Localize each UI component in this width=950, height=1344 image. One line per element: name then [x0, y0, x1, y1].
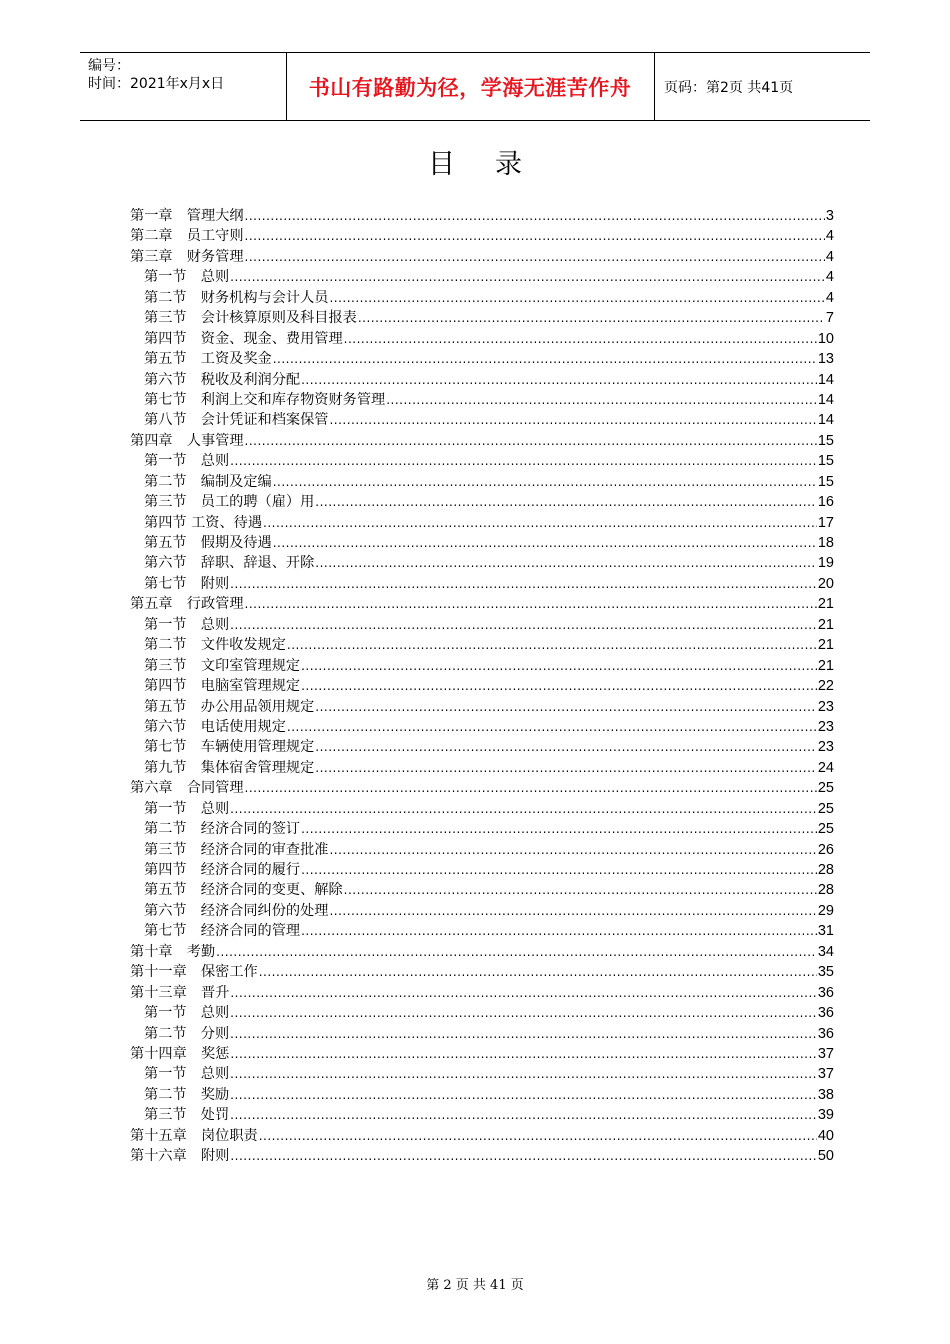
- toc-section-entry[interactable]: [130, 369, 834, 389]
- toc-leader-dots: [301, 373, 817, 387]
- toc-entry-page: 4: [825, 248, 834, 265]
- toc-leader-dots: [301, 679, 817, 693]
- toc-entry-label: 第六节 辞职、辞退、开除: [144, 555, 315, 572]
- toc-leader-dots: [230, 1027, 817, 1041]
- toc-entry-label: 第一节 总则: [144, 1066, 230, 1083]
- toc-entry-label: 第五节 工资及奖金: [144, 351, 272, 368]
- toc-entry-label: 第五节 经济合同的变更、解除: [144, 882, 343, 899]
- toc-entry-label: 第四节 工资、待遇: [144, 514, 263, 531]
- toc-chapter-entry[interactable]: [130, 1145, 834, 1165]
- toc-section-entry[interactable]: [130, 920, 834, 940]
- toc-entry-page: 15: [817, 432, 834, 449]
- toc-entry-page: 7: [825, 310, 834, 327]
- toc-entry-label: 第三章 财务管理: [130, 248, 244, 265]
- toc-entry-label: 第六章 合同管理: [130, 780, 244, 797]
- toc-entry-page: 23: [817, 698, 834, 715]
- toc-entry-page: 10: [817, 330, 834, 347]
- toc-entry-label: 第一节 总则: [144, 1005, 230, 1022]
- toc-entry-page: 25: [817, 821, 834, 838]
- toc-leader-dots: [273, 475, 817, 489]
- toc-leader-dots: [344, 332, 817, 346]
- toc-chapter-entry[interactable]: [130, 225, 834, 245]
- toc-entry-label: 第五章 行政管理: [130, 596, 244, 613]
- toc-entry-label: 第六节 经济合同纠份的处理: [144, 902, 329, 919]
- header-meta: [88, 57, 224, 93]
- toc-entry-label: 第七节 利润上交和库存物资财务管理: [144, 391, 386, 408]
- page-title: 目录: [428, 149, 562, 180]
- toc-entry-label: 第一节 总则: [144, 800, 230, 817]
- toc-entry-page: 37: [817, 1045, 834, 1062]
- toc-leader-dots: [245, 597, 817, 611]
- toc-leader-dots: [245, 250, 825, 264]
- toc-leader-dots: [230, 1067, 817, 1081]
- toc-leader-dots: [245, 209, 825, 223]
- toc-entry-page: 39: [817, 1107, 834, 1124]
- toc-entry-label: 第八节 会计凭证和档案保管: [144, 412, 329, 429]
- toc-section-entry[interactable]: [130, 328, 834, 348]
- toc-section-entry[interactable]: [130, 879, 834, 899]
- header-page-info: 页码：第2页 共41页: [664, 79, 794, 96]
- toc-entry-page: 37: [817, 1066, 834, 1083]
- toc-section-entry[interactable]: [130, 634, 834, 654]
- toc-entry-page: 21: [817, 637, 834, 654]
- toc-leader-dots: [315, 761, 817, 775]
- toc-entry-page: 38: [817, 1086, 834, 1103]
- toc-leader-dots: [230, 802, 817, 816]
- toc-entry-label: 第十章 考勤: [130, 943, 216, 960]
- toc-entry-page: 34: [817, 943, 834, 960]
- toc-entry-label: 第十三章 晋升: [130, 984, 230, 1001]
- toc-chapter-entry[interactable]: [130, 982, 834, 1002]
- toc-leader-dots: [263, 516, 817, 530]
- toc-leader-dots: [230, 986, 817, 1000]
- toc-section-entry[interactable]: [130, 307, 834, 327]
- toc-entry-label: 第七节 车辆使用管理规定: [144, 739, 315, 756]
- toc-entry-page: 4: [825, 289, 834, 306]
- toc-entry-page: 24: [817, 759, 834, 776]
- toc-entry-page: 4: [825, 228, 834, 245]
- toc-leader-dots: [259, 1129, 817, 1143]
- toc-section-entry[interactable]: [130, 675, 834, 695]
- toc-entry-label: 第二节 奖励: [144, 1086, 230, 1103]
- toc-section-entry[interactable]: [130, 287, 834, 307]
- toc-section-entry[interactable]: [130, 798, 834, 818]
- toc-entry-label: 第一章 管理大纲: [130, 208, 244, 224]
- toc-leader-dots: [245, 781, 817, 795]
- toc-entry-label: 第二节 经济合同的签订: [144, 821, 301, 838]
- toc-entry-page: 4: [825, 269, 834, 286]
- toc-section-entry[interactable]: [130, 512, 834, 532]
- toc-entry-label: 第三节 文印室管理规定: [144, 657, 301, 674]
- toc-leader-dots: [301, 924, 817, 938]
- toc-entry-label: 第一节 总则: [144, 453, 230, 470]
- toc-leader-dots: [329, 291, 824, 305]
- toc-section-entry[interactable]: [130, 1023, 834, 1043]
- toc-entry-page: 21: [817, 596, 834, 613]
- toc-entry-page: 17: [817, 514, 834, 531]
- toc-entry-page: 28: [817, 862, 834, 878]
- page-header: [80, 52, 870, 121]
- toc-entry-page: 20: [817, 575, 834, 592]
- toc-leader-dots: [230, 270, 825, 284]
- toc-entry-page: 23: [817, 718, 834, 735]
- toc-entry-label: 第二节 文件收发规定: [144, 637, 286, 654]
- toc-leader-dots: [273, 536, 817, 550]
- toc-leader-dots: [230, 1108, 817, 1122]
- toc-chapter-entry[interactable]: [130, 961, 834, 981]
- toc-entry-page: 36: [817, 984, 834, 1001]
- toc-leader-dots: [358, 311, 825, 325]
- toc-leader-dots: [329, 904, 816, 918]
- toc-leader-dots: [216, 945, 817, 959]
- toc-entry-label: 第一节 总则: [144, 616, 230, 633]
- toc-entry-page: 21: [817, 616, 834, 633]
- time-label: 时间：2021年x月x日: [88, 76, 225, 92]
- toc-section-entry[interactable]: [130, 1104, 834, 1124]
- toc-entry-page: 23: [817, 739, 834, 756]
- toc-leader-dots: [301, 822, 817, 836]
- toc-entry-label: 第十四章 奖惩: [130, 1045, 230, 1062]
- toc-entry-page: 25: [817, 780, 834, 797]
- toc-entry-page: 26: [817, 841, 834, 858]
- toc-entry-label: 第二章 员工守则: [130, 228, 244, 245]
- toc-entry-label: 第四章 人事管理: [130, 432, 244, 449]
- toc-leader-dots: [287, 638, 817, 652]
- toc-chapter-entry[interactable]: [130, 593, 834, 613]
- toc-entry-page: 40: [817, 1127, 834, 1144]
- toc-entry-page: 15: [817, 453, 834, 470]
- toc-leader-dots: [315, 700, 817, 714]
- toc-entry-page: 15: [817, 473, 834, 490]
- toc-entry-page: 50: [817, 1148, 834, 1165]
- toc-entry-page: 14: [817, 391, 834, 408]
- toc-leader-dots: [230, 1047, 817, 1061]
- toc-entry-page: 13: [817, 351, 834, 368]
- toc-chapter-entry[interactable]: [130, 1125, 834, 1145]
- header-motto: 书山有路勤为径，学海无涯苦作舟: [308, 74, 632, 100]
- toc-entry-label: 第五节 办公用品领用规定: [144, 698, 315, 715]
- toc-leader-dots: [230, 1006, 817, 1020]
- toc-section-entry[interactable]: [130, 1084, 834, 1104]
- toc-leader-dots: [386, 393, 817, 407]
- toc-entry-page: 14: [817, 371, 834, 388]
- toc-section-entry[interactable]: [130, 1002, 834, 1022]
- toc-section-entry[interactable]: [130, 696, 834, 716]
- toc-entry-label: 第十六章 附则: [130, 1148, 230, 1165]
- toc-entry-page: 31: [817, 923, 834, 940]
- toc-entry-label: 第一节 总则: [144, 269, 230, 286]
- toc-entry-page: 36: [817, 1005, 834, 1022]
- toc-section-entry[interactable]: [130, 716, 834, 736]
- toc-chapter-entry[interactable]: [130, 430, 834, 450]
- toc-section-entry[interactable]: [130, 552, 834, 572]
- toc-entry-label: 第四节 经济合同的履行: [144, 862, 301, 878]
- toc-section-entry[interactable]: [130, 266, 834, 286]
- toc-leader-dots: [329, 413, 816, 427]
- toc-entry-page: 36: [817, 1025, 834, 1042]
- toc-leader-dots: [329, 843, 816, 857]
- toc-entry-label: 第二节 分则: [144, 1025, 230, 1042]
- toc-entry-label: 第七节 经济合同的管理: [144, 923, 301, 940]
- toc-entry-page: 21: [817, 657, 834, 674]
- toc-entry-page: 14: [817, 412, 834, 429]
- toc-entry-page: 3: [825, 208, 834, 224]
- toc-section-entry[interactable]: [130, 389, 834, 409]
- toc-section-entry[interactable]: [130, 818, 834, 838]
- toc-leader-dots: [230, 1149, 817, 1163]
- toc-entry-label: 第三节 处罚: [144, 1107, 230, 1124]
- toc-entry-label: 第三节 会计核算原则及科目报表: [144, 310, 357, 327]
- toc-leader-dots: [259, 965, 817, 979]
- toc-entry-page: 18: [817, 535, 834, 551]
- toc-section-entry[interactable]: [130, 409, 834, 429]
- toc-leader-dots: [315, 556, 817, 570]
- toc-section-entry[interactable]: [130, 655, 834, 675]
- toc-section-entry[interactable]: [130, 839, 834, 859]
- toc-leader-dots: [245, 434, 817, 448]
- toc-section-entry[interactable]: [130, 573, 834, 593]
- toc-leader-dots: [245, 229, 825, 243]
- toc-entry-page: 29: [817, 902, 834, 919]
- toc-entry-page: 35: [817, 964, 834, 981]
- toc-leader-dots: [301, 863, 817, 877]
- toc-entry-label: 第二节 财务机构与会计人员: [144, 289, 329, 306]
- toc-leader-dots: [230, 454, 817, 468]
- table-of-contents: [130, 205, 834, 1166]
- toc-leader-dots: [230, 1088, 817, 1102]
- toc-leader-dots: [315, 740, 817, 754]
- toc-chapter-entry[interactable]: [130, 246, 834, 266]
- toc-chapter-entry[interactable]: [130, 777, 834, 797]
- toc-entry-label: 第四节 电脑室管理规定: [144, 678, 301, 695]
- toc-leader-dots: [344, 883, 817, 897]
- toc-chapter-entry[interactable]: [130, 1043, 834, 1063]
- toc-entry-label: 第九节 集体宿舍管理规定: [144, 759, 315, 776]
- toc-leader-dots: [230, 618, 817, 632]
- toc-leader-dots: [315, 495, 817, 509]
- toc-leader-dots: [301, 659, 817, 673]
- toc-entry-page: 28: [817, 882, 834, 899]
- toc-leader-dots: [287, 720, 817, 734]
- toc-entry-page: 25: [817, 800, 834, 817]
- toc-entry-label: 第十一章 保密工作: [130, 964, 258, 981]
- toc-entry-page: 19: [817, 555, 834, 572]
- toc-entry-label: 第四节 资金、现金、费用管理: [144, 330, 343, 347]
- toc-section-entry[interactable]: [130, 471, 834, 491]
- toc-section-entry[interactable]: [130, 900, 834, 920]
- page-footer: 第 2 页 共 41 页: [426, 1278, 524, 1293]
- header-divider: [654, 53, 655, 120]
- toc-leader-dots: [230, 577, 817, 591]
- toc-entry-page: 16: [817, 494, 834, 511]
- toc-entry-label: 第七节 附则: [144, 575, 230, 592]
- toc-entry-label: 第十五章 岗位职责: [130, 1127, 258, 1144]
- toc-section-entry[interactable]: [130, 348, 834, 368]
- toc-section-entry[interactable]: [130, 450, 834, 470]
- toc-entry-label: 第六节 电话使用规定: [144, 718, 286, 735]
- toc-section-entry[interactable]: [130, 859, 834, 879]
- toc-section-entry[interactable]: [130, 532, 834, 552]
- toc-section-entry[interactable]: [130, 757, 834, 777]
- toc-section-entry[interactable]: [130, 1063, 834, 1083]
- toc-section-entry[interactable]: [130, 491, 834, 511]
- toc-entry-label: 第三节 经济合同的审查批准: [144, 841, 329, 858]
- toc-entry-label: 第三节 员工的聘（雇）用: [144, 494, 315, 511]
- toc-section-entry[interactable]: [130, 736, 834, 756]
- toc-entry-label: 第六节 税收及利润分配: [144, 371, 301, 388]
- toc-entry-label: 第二节 编制及定编: [144, 473, 272, 490]
- number-label: 编号：: [88, 58, 130, 74]
- toc-entry-label: 第五节 假期及待遇: [144, 535, 272, 551]
- toc-chapter-entry[interactable]: [130, 941, 834, 961]
- toc-leader-dots: [273, 352, 817, 366]
- toc-entry-page: 22: [817, 678, 834, 695]
- toc-section-entry[interactable]: [130, 614, 834, 634]
- toc-chapter-entry[interactable]: [130, 205, 834, 225]
